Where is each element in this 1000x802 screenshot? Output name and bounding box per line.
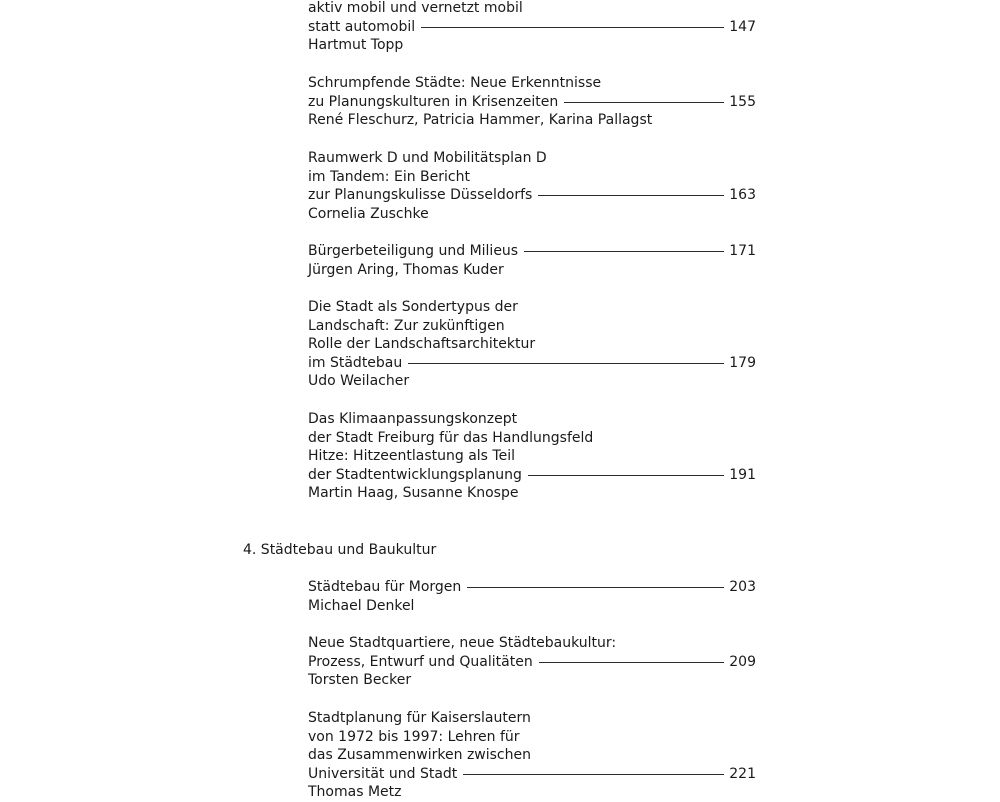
toc-entry xyxy=(308,298,756,391)
entry-title-line: Universität und Stadt xyxy=(308,765,458,782)
entry-title-line: Raumwerk D und Mobilitätsplan D xyxy=(308,150,547,166)
entry-authors: Cornelia Zuschke xyxy=(308,205,429,222)
page-number: 147 xyxy=(729,18,756,35)
entry-title-line: der Stadtentwicklungsplanung xyxy=(308,466,522,483)
entry-leader-line[interactable] xyxy=(308,242,756,261)
entry-authors: Thomas Metz xyxy=(308,784,402,800)
entry-authors: Jürgen Aring, Thomas Kuder xyxy=(308,261,504,278)
page-number: 171 xyxy=(729,243,756,259)
page-number: 221 xyxy=(729,765,756,782)
entry-title-line: Stadtplanung für Kaiserslautern xyxy=(308,710,531,726)
entry-leader-line[interactable] xyxy=(308,765,756,784)
entry-leader-line[interactable] xyxy=(308,653,756,672)
toc-entry xyxy=(308,634,756,690)
entry-title-line: der Stadt Freiburg für das Handlungsfeld xyxy=(308,429,594,446)
toc-entry xyxy=(308,149,756,223)
page-number: 179 xyxy=(729,354,756,371)
leader-rule xyxy=(528,475,724,476)
entry-title-line: im Tandem: Ein Bericht xyxy=(308,168,470,185)
entry-title-line: Städtebau für Morgen xyxy=(308,579,462,595)
entry-title-line: Bürgerbeteiligung und Milieus xyxy=(308,243,519,259)
entry-title-line: Rolle der Landschaftsarchitektur xyxy=(308,336,536,352)
toc-entry xyxy=(308,410,756,503)
leader-rule xyxy=(564,102,724,103)
leader-rule xyxy=(408,363,724,364)
toc-entry xyxy=(308,0,756,55)
toc-entry xyxy=(308,74,756,130)
page-number: 191 xyxy=(729,466,756,483)
toc-entry xyxy=(308,578,756,615)
section-heading: 4. Städtebau und Baukultur xyxy=(243,542,437,558)
entry-leader-line[interactable] xyxy=(308,578,756,597)
toc-entry xyxy=(308,709,756,802)
entry-title-line: Das Klimaanpassungskonzept xyxy=(308,411,518,427)
entry-leader-line[interactable] xyxy=(308,354,756,373)
entry-authors: Michael Denkel xyxy=(308,597,415,614)
entry-title-line: Hitze: Hitzeentlastung als Teil xyxy=(308,448,515,464)
page-number: 209 xyxy=(729,653,756,670)
entry-title-line: Prozess, Entwurf und Qualitäten xyxy=(308,653,533,670)
entry-leader-line[interactable] xyxy=(308,186,756,205)
entry-authors: René Fleschurz, Patricia Hammer, Karina Pallagst xyxy=(308,112,653,128)
leader-rule xyxy=(421,27,724,28)
entry-title-line: Neue Stadtquartiere, neue Städtebaukultur: xyxy=(308,635,617,651)
entry-leader-line[interactable] xyxy=(308,466,756,485)
entry-leader-line[interactable] xyxy=(308,18,756,37)
entry-title-line: Landschaft: Zur zukünftigen xyxy=(308,317,505,334)
entry-title-line: zu Planungskulturen in Krisenzeiten xyxy=(308,93,559,110)
entry-title-line: im Städtebau xyxy=(308,354,403,371)
leader-rule xyxy=(463,774,724,775)
entry-title-line: zur Planungskulisse Düsseldorfs xyxy=(308,187,533,203)
page-number: 155 xyxy=(729,93,756,110)
entry-title-line: statt automobil xyxy=(308,18,416,35)
page-number: 163 xyxy=(729,187,756,203)
entry-title-line: von 1972 bis 1997: Lehren für xyxy=(308,728,520,745)
leader-rule xyxy=(539,662,725,663)
leader-rule xyxy=(467,587,724,588)
toc-entry xyxy=(308,242,756,279)
entry-authors: Hartmut Topp xyxy=(308,37,404,53)
entry-title-line: Die Stadt als Sondertypus der xyxy=(308,299,518,315)
entry-title-line: das Zusammenwirken zwischen xyxy=(308,747,531,763)
leader-rule xyxy=(524,251,724,252)
entry-title-line: aktiv mobil und vernetzt mobil xyxy=(308,0,523,16)
leader-rule xyxy=(538,195,724,196)
entry-authors: Torsten Becker xyxy=(308,672,412,688)
entry-authors: Udo Weilacher xyxy=(308,373,410,389)
page-number: 203 xyxy=(729,579,756,595)
entry-leader-line[interactable] xyxy=(308,93,756,112)
entry-authors: Martin Haag, Susanne Knospe xyxy=(308,485,519,501)
entry-title-line: Schrumpfende Städte: Neue Erkenntnisse xyxy=(308,75,602,91)
